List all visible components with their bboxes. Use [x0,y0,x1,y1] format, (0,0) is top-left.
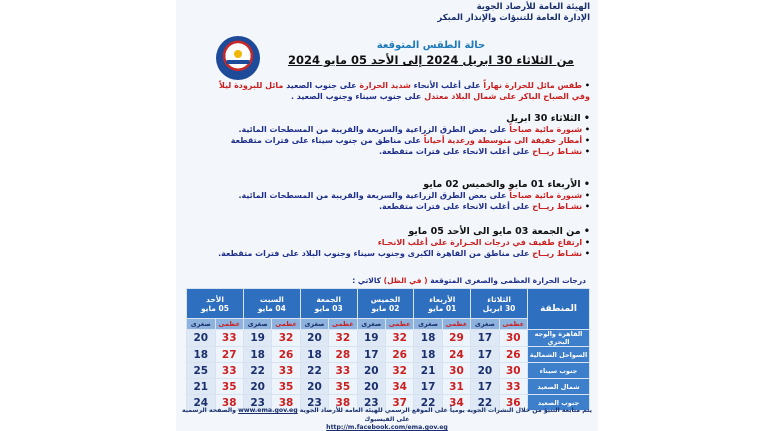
bulletin-period: من الثلاثاء 30 ابريل 2024 إلى الأحد 05 مايو 2024 [287,53,575,67]
max-temp-cell: 35 [272,379,300,395]
min-temp-cell: 19 [243,330,271,347]
authority-header [437,2,590,24]
table-row [187,330,590,347]
max-temp-cell: 34 [385,379,413,395]
max-label: عظمى [329,319,357,330]
region-name: القاهرة والوجه البحري [528,330,590,347]
max-temp-cell: 30 [499,363,527,379]
max-temp-cell: 30 [499,330,527,347]
ema-logo-icon [216,36,260,80]
min-temp-cell: 22 [471,395,499,411]
max-temp-cell: 33 [215,330,243,347]
day-header: الجمعة 03 مايو [300,289,357,319]
min-temp-cell: 20 [243,379,271,395]
max-temp-cell: 32 [272,330,300,347]
authority-name: الهيئة العامة للأرصاد الجوية [476,2,590,12]
weather-bulletin-page [176,0,598,431]
section-wed-thu: • الأربعاء 01 مايو والخميس 02 مايو • شبورة مائية صباحاً على بعض الطرق الزراعية والسريعة والقريبة من المسطحات المائية. • نشـاط ريــاح على أغلب الانحاء على فترات متقطعة. [238,179,590,211]
region-name: جنوب الصعيد [528,395,590,411]
max-label: عظمى [385,319,413,330]
min-temp-cell: 18 [414,330,442,347]
min-temp-cell: 22 [300,363,328,379]
min-label: صغرى [414,319,442,330]
general-summary: • طقس مائل للحرارة نهاراً على أغلب الأنحاء شديد الحرارة على جنوب الصعيد مائل للبرودة ليلاً وفي الصباح الباكر على شمال البلاد معتدل على جنوب سيناء وجنوب الصعيد . [218,81,590,101]
max-temp-cell: 28 [329,347,357,363]
max-temp-cell: 34 [442,395,470,411]
min-temp-cell: 17 [471,379,499,395]
day-header: السبت 04 مايو [243,289,300,319]
website-link[interactable]: www.ema.gov.eg [238,407,298,414]
min-label: صغرى [300,319,328,330]
department-name: الإدارة العامة للتنبؤات والإنذار المبكر [437,13,590,23]
min-temp-cell: 23 [243,395,271,411]
max-temp-cell: 38 [272,395,300,411]
min-temp-cell: 20 [357,379,385,395]
region-name: السواحل الشمالية [528,347,590,363]
max-temp-cell: 27 [215,347,243,363]
section-tuesday: • الثلاثاء 30 ابريل • شبورة مائية صباحاً على بعض الطرق الزراعية والسريعة والقريبة من المسطحات المائية. • أمطار خفيفة الى متوسطة ورعدية أحياناً على مناطق من جنوب سيناء على فترات متقطعة • نشـاط ريــاح على أغلب الانحاء على فترات متقطعة. [230,113,590,156]
max-temp-cell: 32 [385,363,413,379]
section-heading: الثلاثاء 30 ابريل [506,113,581,124]
region-name: شمال الصعيد [528,379,590,395]
day-header: الأربعاء 01 مايو [414,289,471,319]
max-temp-cell: 36 [499,395,527,411]
min-temp-cell: 20 [300,330,328,347]
max-temp-cell: 33 [215,363,243,379]
min-temp-cell: 18 [187,347,216,363]
min-label: صغرى [357,319,385,330]
min-temp-cell: 20 [471,363,499,379]
region-name: جنوب سيناء [528,363,590,379]
min-temp-cell: 19 [357,330,385,347]
max-temp-cell: 35 [329,379,357,395]
min-temp-cell: 17 [357,347,385,363]
max-temp-cell: 33 [499,379,527,395]
max-temp-cell: 24 [442,347,470,363]
min-temp-cell: 22 [243,363,271,379]
max-temp-cell: 26 [499,347,527,363]
max-label: عظمى [442,319,470,330]
temperature-table [186,288,590,411]
min-temp-cell: 25 [187,363,216,379]
min-label: صغرى [187,319,216,330]
max-label: عظمى [215,319,243,330]
table-row [187,379,590,395]
table-row [187,347,590,363]
table-caption: درجات الحرارة العظمى والصغرى المتوقعة ( في الظل) كالاتي : [352,276,586,285]
min-temp-cell: 21 [187,379,216,395]
min-temp-cell: 20 [357,363,385,379]
footer-note: يتم متابعة التنبؤ من خلال النشرات الجوية يومياً على الموقع الرسمي للهيئة العامة للأرصاد الجوية www.ema.gov.eg والصفحة الرسمية على الفيسبوك http://m.facebook.com/ema.gov.eg [182,407,592,431]
max-temp-cell: 32 [329,330,357,347]
max-temp-cell: 33 [272,363,300,379]
max-temp-cell: 35 [215,379,243,395]
max-temp-cell: 29 [442,330,470,347]
section-fri-sun: • من الجمعة 03 مايو الى الأحد 05 مايو • ارتفاع طفيف في درجات الحـرارة على أغلب الانحـاء • نشـاط ريــاح على مناطق من القاهرة الكبرى وجنوب سيناء وجنوب البلاد على فترات متقطعة. [218,226,590,258]
section-heading: من الجمعة 03 مايو الى الأحد 05 مايو [408,226,581,237]
min-temp-cell: 17 [471,347,499,363]
facebook-link[interactable]: http://m.facebook.com/ema.gov.eg [326,424,448,431]
min-temp-cell: 17 [471,330,499,347]
max-temp-cell: 38 [215,395,243,411]
max-temp-cell: 31 [442,379,470,395]
min-temp-cell: 20 [300,379,328,395]
max-temp-cell: 26 [385,347,413,363]
max-label: عظمى [499,319,527,330]
max-label: عظمى [272,319,300,330]
max-temp-cell: 32 [385,330,413,347]
section-heading: الأربعاء 01 مايو والخميس 02 مايو [423,179,581,190]
min-temp-cell: 23 [300,395,328,411]
max-temp-cell: 30 [442,363,470,379]
min-temp-cell: 20 [187,330,216,347]
min-temp-cell: 23 [357,395,385,411]
min-label: صغرى [471,319,499,330]
min-temp-cell: 18 [243,347,271,363]
max-temp-cell: 38 [329,395,357,411]
day-header: الأحد 05 مايو [187,289,244,319]
min-temp-cell: 22 [414,395,442,411]
min-temp-cell: 21 [414,363,442,379]
region-column-header: المنطقة [528,289,590,330]
min-temp-cell: 24 [187,395,216,411]
min-temp-cell: 18 [414,347,442,363]
min-label: صغرى [243,319,271,330]
day-header: الخميس 02 مايو [357,289,414,319]
min-temp-cell: 18 [300,347,328,363]
bulletin-title: حالة الطقس المتوقعة [376,40,486,51]
day-header: الثلاثاء 30 ابريل [471,289,528,319]
max-temp-cell: 37 [385,395,413,411]
table-row [187,363,590,379]
max-temp-cell: 33 [329,363,357,379]
max-temp-cell: 26 [272,347,300,363]
min-temp-cell: 17 [414,379,442,395]
